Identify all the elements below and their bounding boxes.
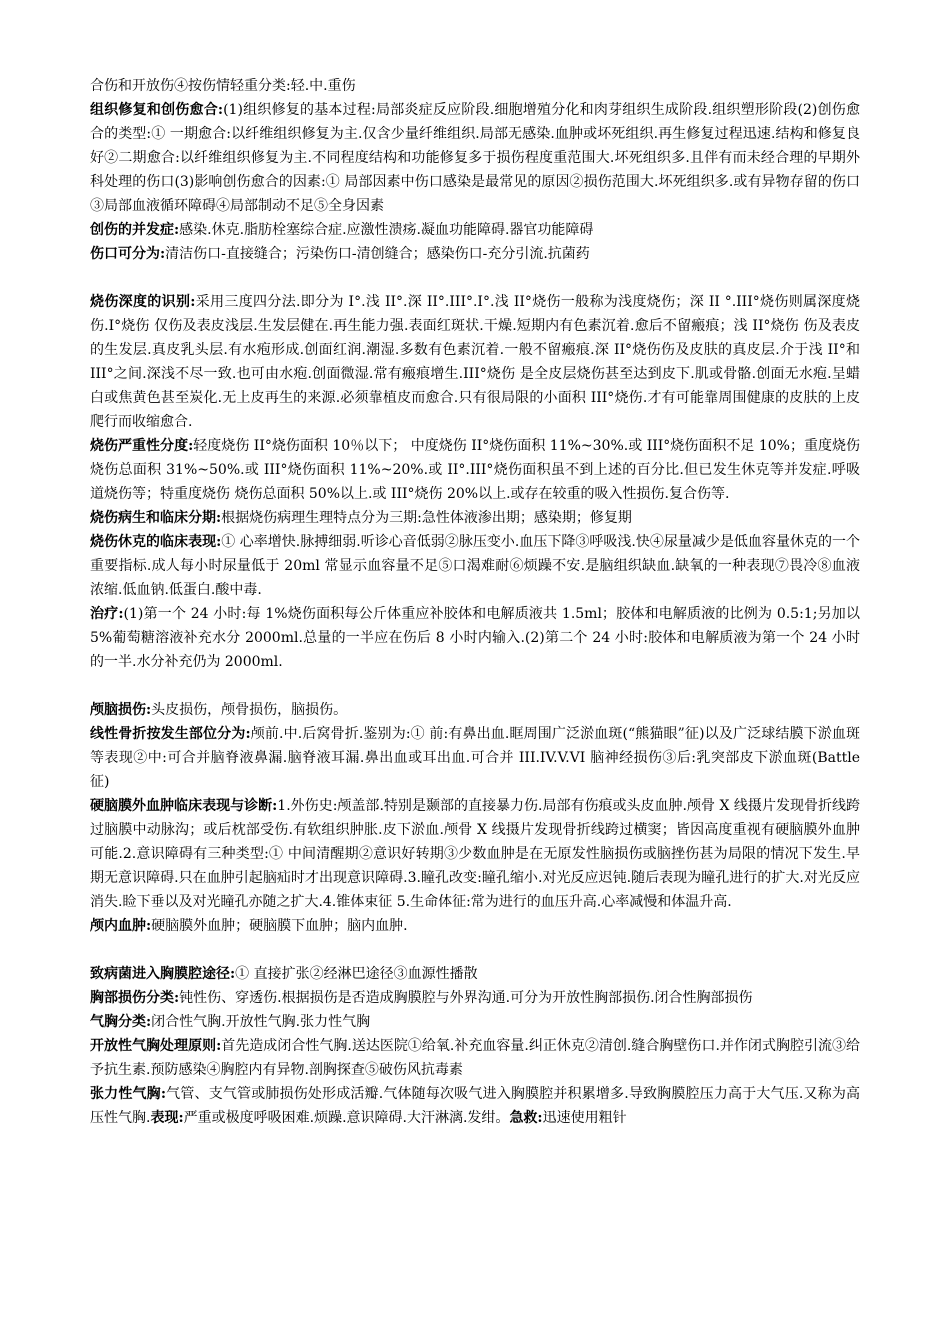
paragraph-text: (1)组织修复的基本过程:局部炎症反应阶段.细胞增殖分化和肉芽组织生成阶段.组织塑形阶段(2)创伤愈合的类型:① 一期愈合:以纤维组织修复为主.仅含少量纤维组织.局部无感染.血肿或坏死组织.再生修复过程迅速.结构和修复良好②二期愈合:以纤维组织修复为主.不同程度结构和功能修复多于损伤程度重范围大.坏死组织多.且伴有而未经合理的早期外科处理的伤口(3)影响创伤愈合的因素:① 局部因素中伤口感染是最常见的原因②损伤范围大.坏死组织多.或有异物存留的伤口③局部血液循环障碍④局部制动不足⑤全身因素 [90,102,860,214]
paragraph-text: (1)第一个 24 小时:每 1%烧伤面积每公斤体重应补胶体和电解质液共 1.5ml；胶体和电解质液的比例为 0.5:1;另加以 5%葡萄糖溶液补充水分 2000ml.总量的一半应在伤后 8 小时内输入.(2)第二个 24 小时:胶体和电解质液为第一个 24 小时的一半.水分补充仍为 2000ml. [90,606,860,670]
paragraph-heading: 组织修复和创伤愈合: [90,102,224,118]
inline-heading-first-aid: 急救: [509,1110,543,1126]
paragraph-text: 合伤和开放伤④按伤情轻重分类:轻.中.重伤 [90,78,356,94]
paragraph-linear-fracture [90,722,860,794]
paragraph-heading: 气胸分类: [90,1014,152,1030]
paragraph-text: 采用三度四分法.即分为 I°.浅 II°.深 II°.III°.I°.浅 II°烧伤一般称为浅度烧伤；深 II °.III°烧伤则属深度烧伤.I°烧伤 仅伤及表皮浅层.生发层健在.再生能力强.表面红斑状.干燥.短期内有色素沉着.愈后不留瘢痕；浅 II°烧伤 伤及表皮的生发层.真皮乳头层.有水疱形成.创面红润.潮湿.多数有色素沉着.一般不留瘢痕.深 II°烧伤伤及皮肤的真皮层.介于浅 II°和 III°之间.深浅不尽一致.也可由水疱.创面微湿.常有瘢痕增生.III°烧伤 是全皮层烧伤甚至达到皮下.肌或骨骼.创面无水疱.呈蜡白或焦黄色甚至炭化.无上皮再生的来源.必须靠植皮而愈合.只有很局限的小面积 III°烧伤.才有可能靠周围健康的皮肤的上皮爬行而收缩愈合. [90,294,860,430]
section-spacer [90,938,860,962]
paragraph-heading: 创伤的并发症: [90,222,180,238]
paragraph-text: 首先造成闭合性气胸.送达医院①给氧.补充血容量.纠正休克②清创.缝合胸壁伤口.并作闭式胸腔引流③给予抗生素.预防感染④胸腔内有异物.剖胸探查⑤破伤风抗毒素 [90,1038,861,1078]
paragraph-text: 硬脑膜外血肿；硬脑膜下血肿；脑内血肿. [151,918,408,934]
paragraph-heading: 烧伤休克的临床表现: [90,534,222,550]
paragraph-text: ① 心率增快.脉搏细弱.听诊心音低弱②脉压变小.血压下降③呼吸浅.快④尿量减少是低血容量休克的一个重要指标.成人每小时尿量低于 20ml 常显示血容量不足⑤口渴难耐⑥烦躁不安.是脑组织缺血.缺氧的一种表现⑦畏冷⑧血液浓缩.低血钠.低蛋白.酸中毒. [90,534,861,598]
paragraph-burn-depth [90,290,860,434]
paragraph-chest-injury-types [90,986,860,1010]
paragraph-heading: 颅脑损伤: [90,702,152,718]
section-spacer [90,266,860,290]
paragraph-text: 气管、支气管或肺损伤处形成活瓣.气体随每次吸气进入胸膜腔并积累增多.导致胸膜腔压力高于大气压.又称为高压性气胸. [90,1086,860,1126]
paragraph-heading: 治疗: [90,606,124,622]
paragraph-text: 根据烧伤病理生理特点分为三期:急性体液渗出期；感染期；修复期 [221,510,632,526]
document-page [90,74,860,1130]
section-spacer [90,674,860,698]
paragraph-heading: 烧伤深度的识别: [90,294,196,310]
paragraph-heading: 烧伤病生和临床分期: [90,510,222,526]
paragraph-text: ① 直接扩张②经淋巴途径③血源性播散 [235,966,478,982]
paragraph-burn-stages [90,506,860,530]
paragraph-intracranial-hematoma [90,914,860,938]
paragraph-wound-types [90,242,860,266]
paragraph-trauma-complications [90,218,860,242]
paragraph-text: 清洁伤口-直接缝合；污染伤口-清创缝合；感染伤口-充分引流.抗菌药 [165,246,590,262]
paragraph-text: 闭合性气胸.开放性气胸.张力性气胸 [151,1014,371,1030]
paragraph-burn-shock [90,530,860,602]
paragraph-burn-severity [90,434,860,506]
paragraph-heading: 张力性气胸: [90,1086,167,1102]
paragraph-heading: 胸部损伤分类: [90,990,180,1006]
paragraph-heading: 伤口可分为: [90,246,166,262]
paragraph-text: 头皮损伤，颅骨损伤，脑损伤。 [151,702,348,718]
paragraph-open-pneumothorax [90,1034,860,1082]
paragraph-tension-pneumothorax [90,1082,860,1130]
paragraph-text: 轻度烧伤 II°烧伤面积 10％以下； 中度烧伤 II°烧伤面积 11%~30%.或 III°烧伤面积不足 10%；重度烧伤 烧伤总面积 31%~50%.或 III°烧伤面积 11%~20%.或 II°.III°烧伤面积虽不到上述的百分比.但已发生休克等并发症.呼吸道烧伤等；特重度烧伤 烧伤总面积 50%以上.或 III°烧伤 20%以上.或存在较重的吸入性损伤.复合伤等. [90,438,860,502]
paragraph-heading: 硬脑膜外血肿临床表现与诊断: [90,798,278,814]
paragraph-heading: 烧伤严重性分度: [90,438,194,454]
paragraph-text: 颅前.中.后窝骨折.鉴别为:① 前:有鼻出血.眶周围广泛淤血斑(“熊猫眼”征)以及广泛球结膜下淤血斑等表现②中:可合并脑脊液鼻漏.脑脊液耳漏.鼻出血或耳出血.可合并 III.IV.V.VI 脑神经损伤③后:乳突部皮下淤血斑(Battle 征) [90,726,861,790]
paragraph-heading: 颅内血肿: [90,918,152,934]
paragraph-text: 钝性伤、穿透伤.根据损伤是否造成胸膜腔与外界沟通.可分为开放性胸部损伤.闭合性胸部损伤 [179,990,753,1006]
paragraph-heading: 开放性气胸处理原则: [90,1038,222,1054]
paragraph-epidural-hematoma [90,794,860,914]
paragraph-text: 严重或极度呼吸困难.烦躁.意识障碍.大汗淋漓.发绀。 [183,1110,510,1126]
inline-heading-symptoms: 表现: [150,1110,184,1126]
paragraph-heading: 致病菌进入胸膜腔途径: [90,966,236,982]
paragraph-text: 1.外伤史:颅盖部.特别是颞部的直接暴力伤.局部有伤痕或头皮血肿.颅骨 X 线摄片发现骨折线跨过脑膜中动脉沟；或后枕部受伤.有软组织肿胀.皮下淤血.颅骨 X 线摄片发现骨折线跨过横窦；皆因高度重视有硬脑膜外血肿可能.2.意识障碍有三种类型:① 中间清醒期②意识好转期③少数血肿是在无原发性脑损伤或脑挫伤甚为局限的情况下发生.早期无意识障碍.只在血肿引起脑疝时才出现意识障碍.3.瞳孔改变:瞳孔缩小.对光反应迟钝.随后表现为瞳孔进行的扩大.对光反应消失.睑下垂以及对光瞳孔亦随之扩大.4.锥体束征 5.生命体征:常为进行的血压升高.心率减慢和体温升高. [90,798,860,910]
paragraph-text: 迅速使用粗针 [542,1110,627,1126]
paragraph-treatment [90,602,860,674]
paragraph-pleural-infection-route [90,962,860,986]
paragraph-heading: 线性骨折按发生部位分为: [90,726,251,742]
paragraph-craniocerebral-injury [90,698,860,722]
paragraph-tissue-repair [90,98,860,218]
paragraph-text: 感染.休克.脂肪栓塞综合症.应激性溃疡.凝血功能障碍.器官功能障碍 [179,222,594,238]
paragraph-pneumothorax-types [90,1010,860,1034]
paragraph-wound-classification-tail [90,74,860,98]
